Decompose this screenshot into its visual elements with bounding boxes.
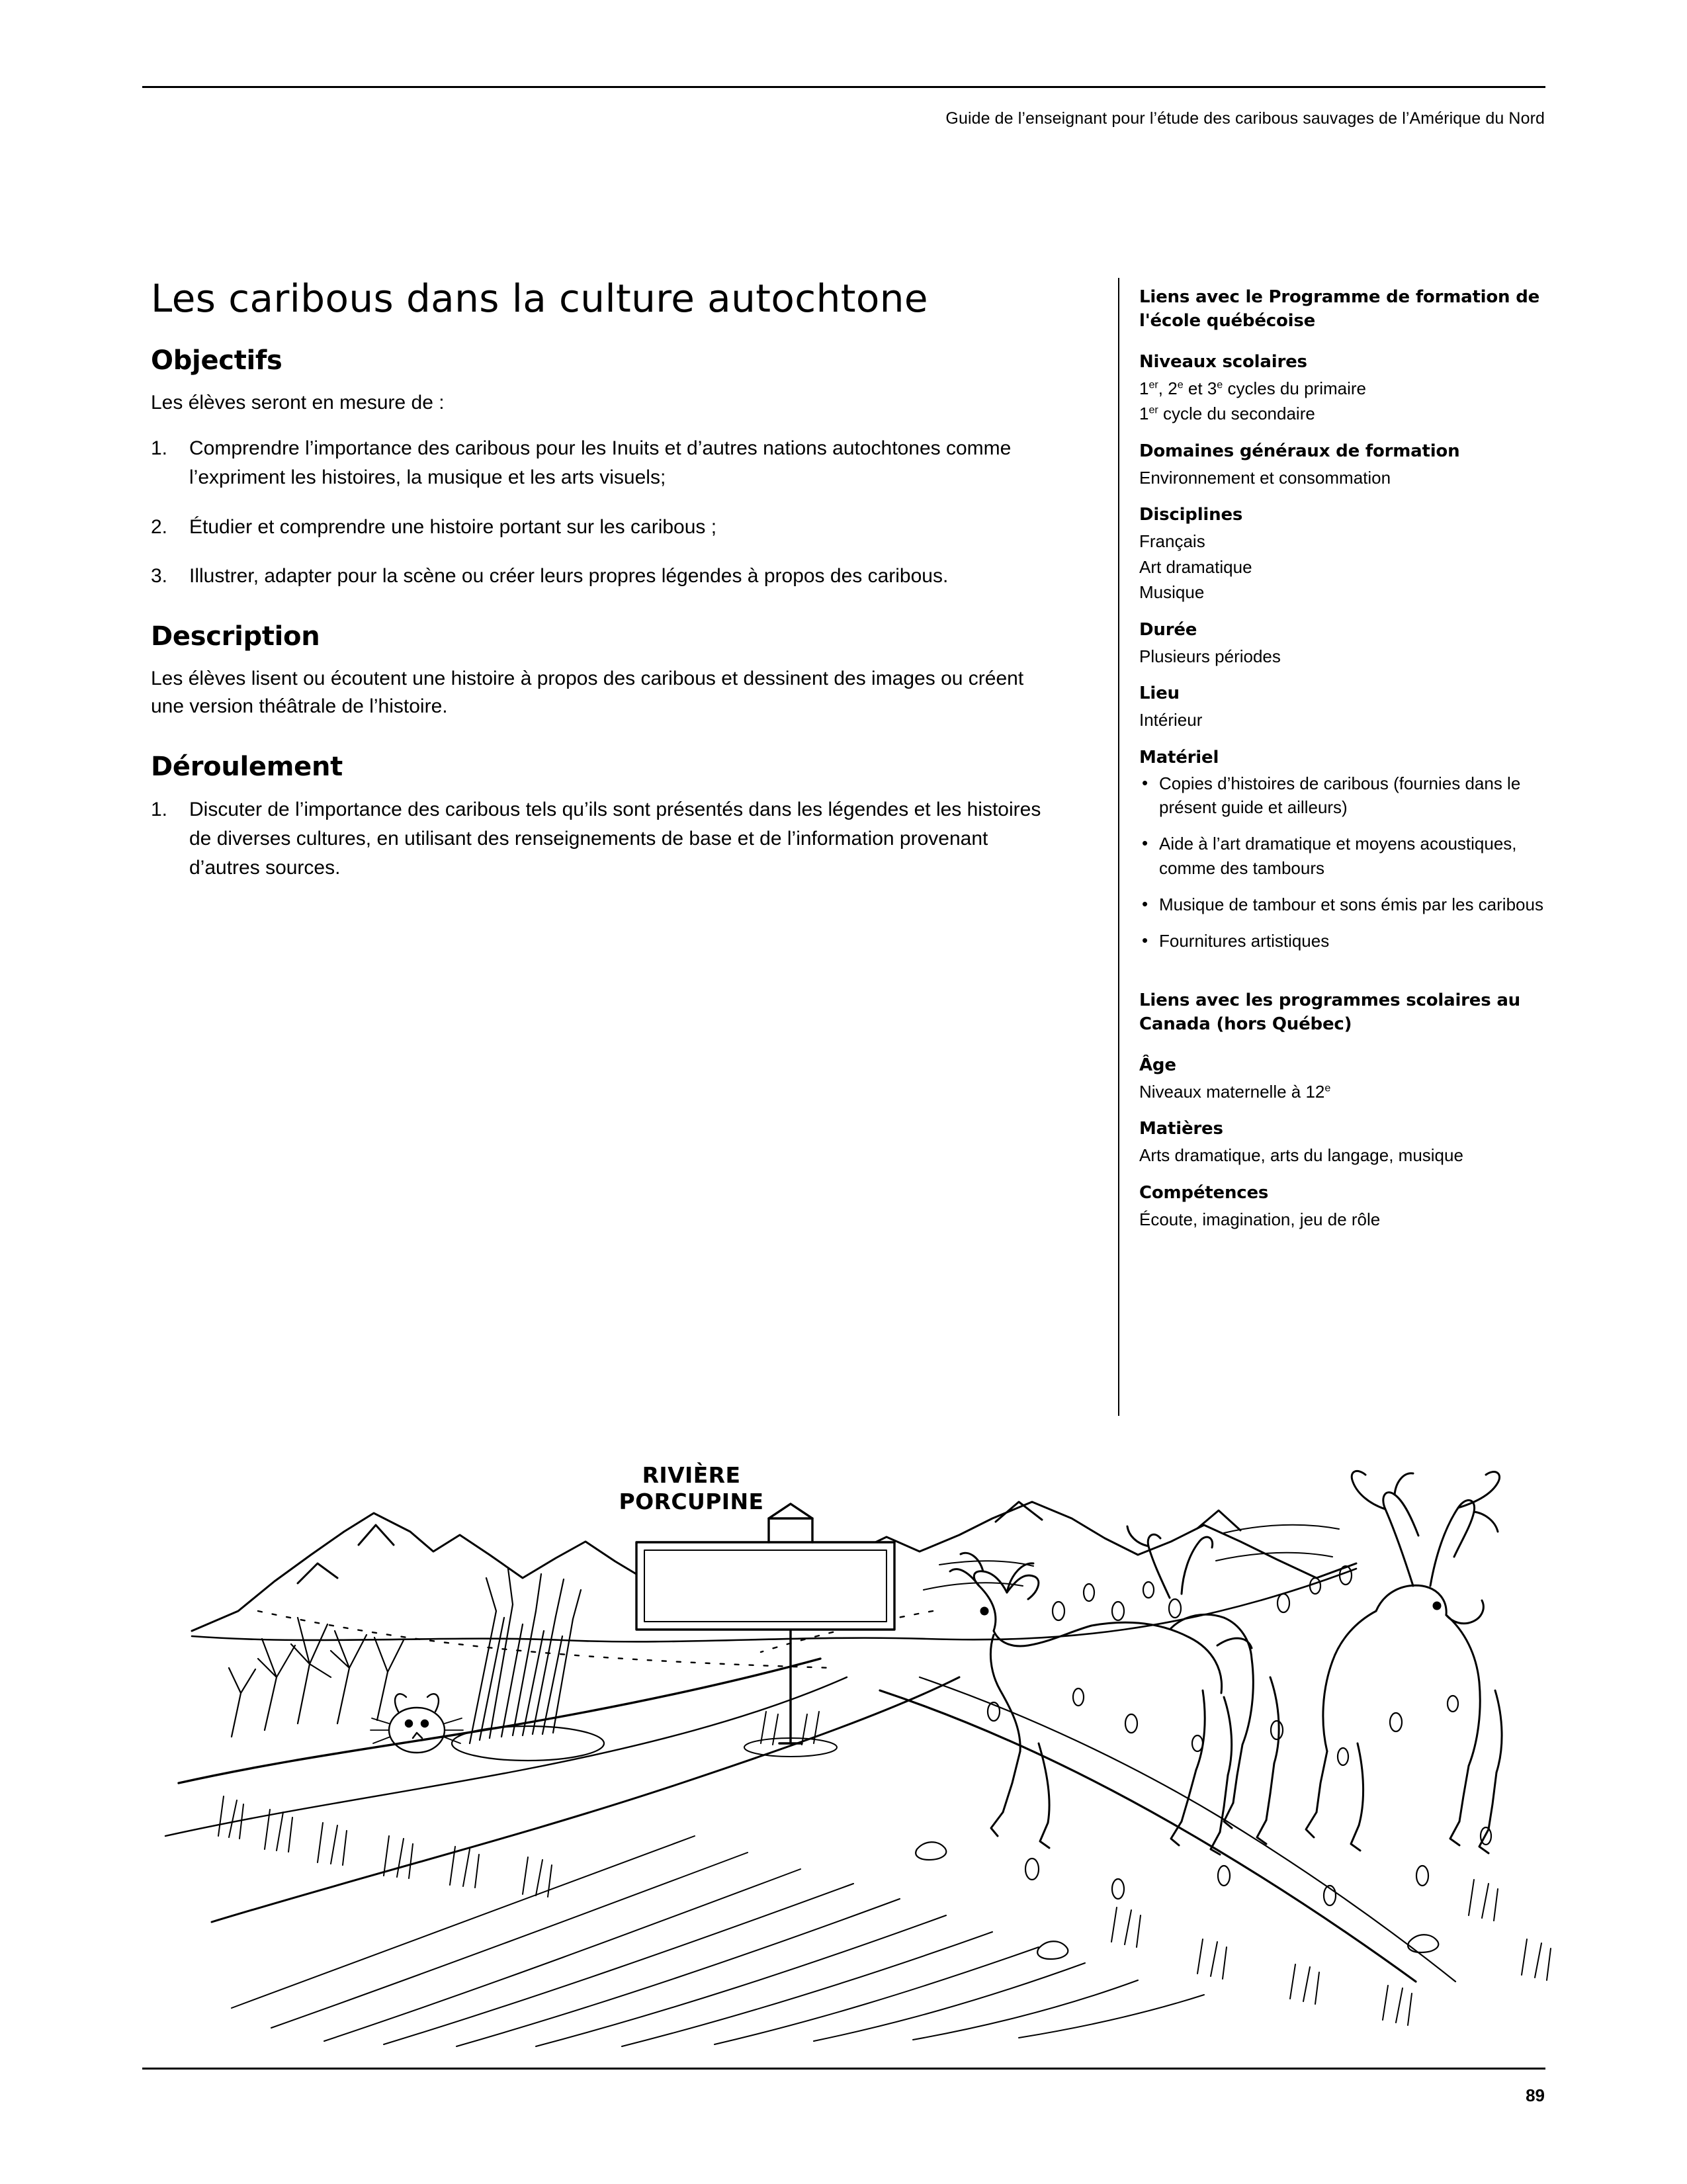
sidebar-label-lieu: Lieu — [1139, 683, 1180, 704]
sidebar-label-matieres: Matières — [1139, 1119, 1223, 1139]
sidebar-materiel-list — [1139, 771, 1576, 953]
page-title: Les caribous dans la culture autochtone — [151, 276, 929, 321]
sidebar-value-niveaux-primaire: 1er, 2e et 3e cycles du primaire — [1139, 378, 1366, 398]
list-item: • Copies d’histoires de caribous (fournies dans le présent guide et ailleurs) — [1139, 771, 1576, 820]
list-marker: 1. — [151, 798, 168, 820]
running-header: Guide de l’enseignant pour l’étude des caribous sauvages de l’Amérique du Nord — [945, 109, 1545, 128]
sidebar-value-lieu: Intérieur — [1139, 710, 1203, 730]
list-item — [151, 513, 1057, 542]
sidebar-value-discipline-musique: Musique — [1139, 582, 1205, 603]
sidebar-value-age: Niveaux maternelle à 12e — [1139, 1081, 1331, 1102]
sidebar-value-competences: Écoute, imagination, jeu de rôle — [1139, 1209, 1381, 1229]
sidebar-label-age: Âge — [1139, 1055, 1176, 1075]
list-text: Illustrer, adapter pour la scène ou créer leurs propres légendes à propos des caribous. — [189, 564, 949, 587]
list-item: • Musique de tambour et sons émis par les caribous — [1139, 893, 1576, 917]
sidebar-label-niveaux: Niveaux scolaires — [1139, 351, 1307, 372]
list-text: Comprendre l’importance des caribous pour les Inuits et d’autres nations autochtones comme l’expriment les histoires, la musique et les arts visuels; — [189, 437, 1012, 489]
header-divider — [142, 86, 1545, 88]
sidebar-block-title-canada: Liens avec les programmes scolaires au Canada (hors Québec) — [1139, 990, 1520, 1034]
description-paragraph: Les élèves lisent ou écoutent une histoire à propos des caribous et dessinent des images ou créent une version théâtrale de l’histoire. — [151, 667, 1024, 718]
page-number: 89 — [1526, 2085, 1545, 2105]
objectifs-list — [151, 434, 1057, 590]
objectifs-intro: Les élèves seront en mesure de : — [151, 391, 445, 414]
sign-line-1: RIVIÈRE — [642, 1462, 741, 1488]
sidebar-value-domaines: Environnement et consommation — [1139, 467, 1391, 488]
sign-line-2: PORCUPINE — [619, 1489, 764, 1515]
illustration-svg — [99, 1413, 1588, 2048]
list-text: Étudier et comprendre une histoire portant sur les caribous ; — [189, 515, 717, 538]
sidebar-value-discipline-art: Art dramatique — [1139, 556, 1252, 577]
list-item: • Fournitures artistiques — [1139, 929, 1576, 953]
list-marker: 2. — [151, 515, 168, 538]
sidebar-label-materiel: Matériel — [1139, 747, 1219, 767]
section-heading-description: Description — [151, 621, 320, 652]
sign-text — [582, 1462, 800, 1516]
sidebar-label-disciplines: Disciplines — [1139, 505, 1243, 525]
list-marker: 1. — [151, 437, 168, 460]
deroulement-list — [151, 795, 1057, 883]
list-text: Discuter de l’importance des caribous tels qu’ils sont présentés dans les légendes et les histoires de diverses cultures, en utilisant des renseignements de base et de l’information provenant d’autres sources. — [189, 798, 1041, 879]
list-marker: 3. — [151, 564, 168, 587]
sidebar-label-duree: Durée — [1139, 619, 1197, 640]
sidebar — [1139, 286, 1576, 1232]
list-item: • Aide à l’art dramatique et moyens acoustiques, comme des tambours — [1139, 832, 1576, 881]
sidebar-value-duree: Plusieurs périodes — [1139, 646, 1281, 666]
section-heading-objectifs: Objectifs — [151, 345, 282, 376]
footer-divider — [142, 2068, 1545, 2070]
sidebar-label-competences: Compétences — [1139, 1182, 1269, 1203]
sidebar-value-discipline-francais: Français — [1139, 531, 1205, 552]
sidebar-label-domaines: Domaines généraux de formation — [1139, 441, 1460, 461]
list-item — [151, 434, 1057, 492]
main-content — [151, 278, 1057, 902]
list-item — [151, 562, 1057, 591]
column-divider — [1118, 278, 1119, 1416]
list-item — [151, 795, 1057, 883]
sidebar-value-matieres: Arts dramatique, arts du langage, musique — [1139, 1145, 1463, 1166]
illustration-caribou-river-crossing — [99, 1413, 1588, 2048]
sidebar-value-niveaux-secondaire: 1er cycle du secondaire — [1139, 404, 1315, 424]
section-heading-deroulement: Déroulement — [151, 751, 343, 782]
sidebar-block-title-quebec: Liens avec le Programme de formation de l'école québécoise — [1139, 287, 1540, 331]
